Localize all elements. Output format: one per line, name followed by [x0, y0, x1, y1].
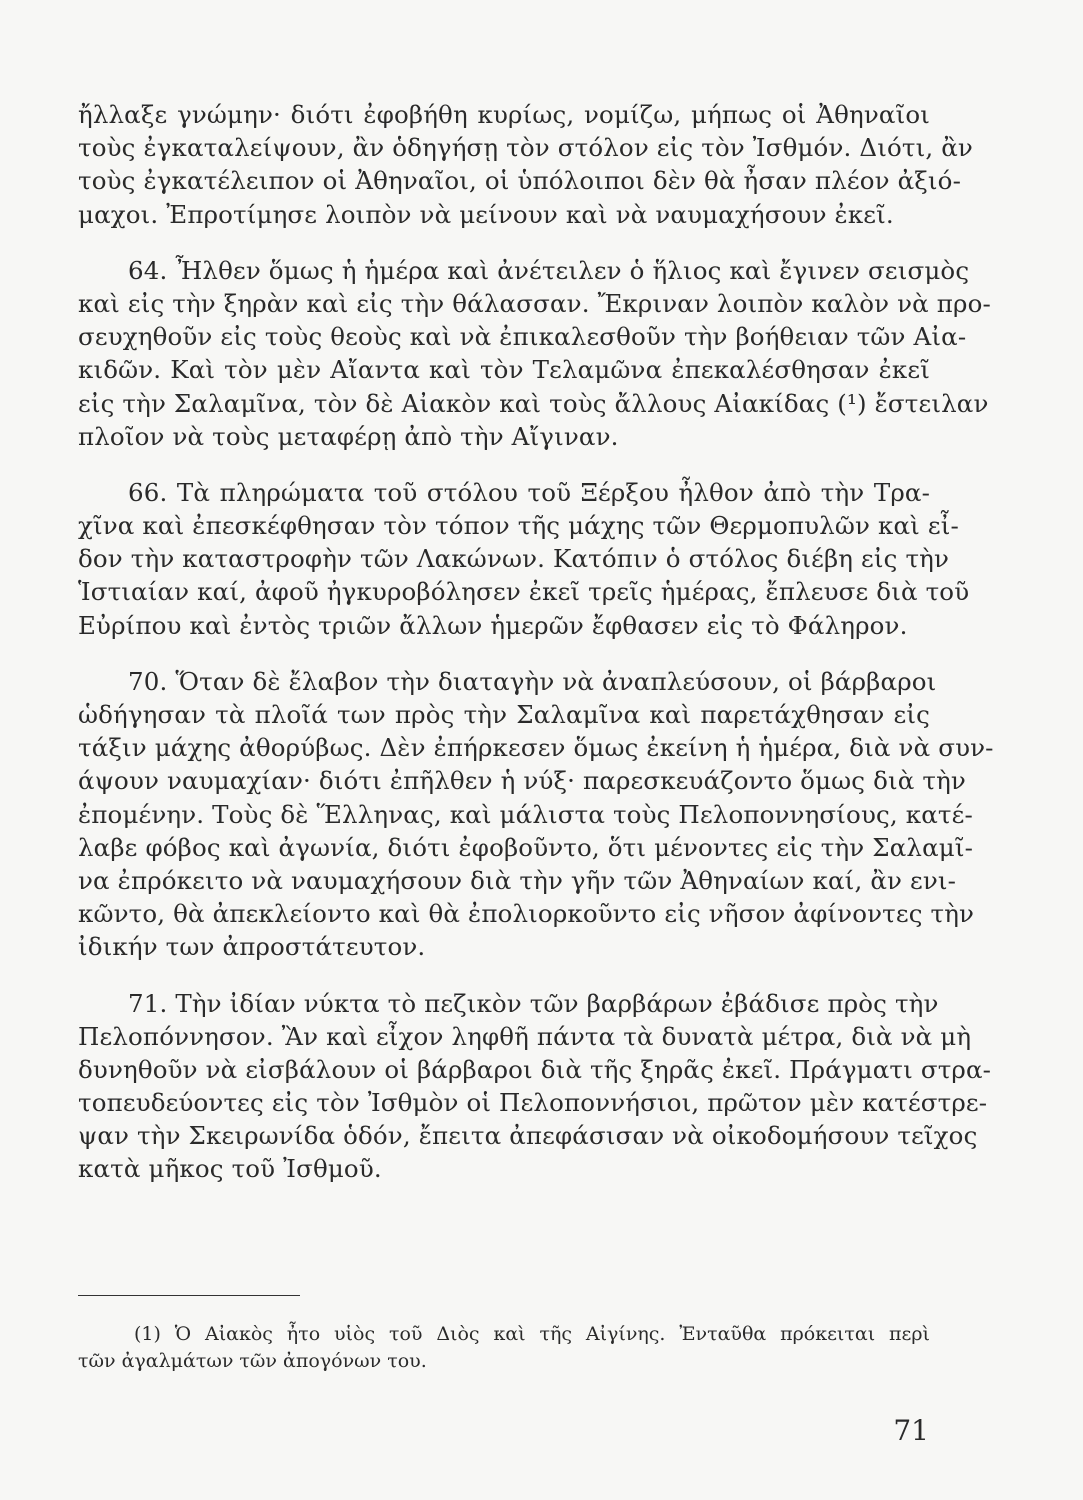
text-line: ὡδήγησαν τὰ πλοῖά των πρὸς τὴν Σαλαμῖνα καὶ παρετάχθησαν εἰς	[78, 700, 930, 729]
text-line: σευχηθοῦν εἰς τοὺς θεοὺς καὶ νὰ ἐπικαλεσθοῦν τὴν βοήθειαν τῶν Αἰα-	[78, 322, 967, 352]
text-line: ἐπομένην. Τοὺς δὲ Ἕλληνας, καὶ μάλιστα τοὺς Πελοποννησίους, κατέ-	[78, 799, 973, 829]
footnote-divider	[78, 1295, 300, 1296]
text-line: ἤλλαξε γνώμην· διότι ἐφοβήθη κυρίως, νομίζω, μήπως οἱ Ἀθηναῖοι	[78, 100, 930, 129]
footnote-line: (1) Ὁ Αἰακὸς ἦτο υἱὸς τοῦ Διὸς καὶ τῆς Αἰγίνης. Ἐνταῦθα πρόκειται περὶ	[134, 1323, 930, 1345]
text-line: χῖνα καὶ ἐπεσκέφθησαν τὸν τόπον τῆς μάχης τῶν Θερμοπυλῶν καὶ εἶ-	[78, 511, 959, 541]
paragraph-70	[78, 665, 994, 964]
text-line: 70. Ὅταν δὲ ἔλαβον τὴν διαταγὴν νὰ ἀναπλεύσουν, οἱ βάρβαροι	[128, 666, 937, 696]
text-line: τοὺς ἐγκαταλείψουν, ἂν ὁδηγήσῃ τὸν στόλον εἰς τὸν Ἰσθμόν. Διότι, ἂν	[78, 133, 973, 163]
text-line: τοὺς ἐγκατέλειπον οἱ Ἀθηναῖοι, οἱ ὑπόλοιποι δὲν θὰ ἦσαν πλέον ἀξιό-	[78, 166, 961, 196]
text-line: ψαν τὴν Σκειρωνίδα ὁδόν, ἔπειτα ἀπεφάσισαν νὰ οἰκοδομήσουν τεῖχος	[78, 1121, 978, 1151]
paragraph-continuation	[78, 98, 973, 231]
text-line: κιδῶν. Καὶ τὸν μὲν Αἴαντα καὶ τὸν Τελαμῶνα ἐπεκαλέσθησαν ἐκεῖ	[78, 355, 930, 385]
text-line: πλοῖον νὰ τοὺς μεταφέρῃ ἀπὸ τὴν Αἴγιναν.	[78, 421, 619, 451]
footnote	[78, 1321, 930, 1375]
paragraph-64	[78, 254, 991, 453]
text-line: τάξιν μάχης ἀθορύβως. Δὲν ἐπήρκεσεν ὅμως ἐκείνη ἡ ἡμέρα, διὰ νὰ συν-	[78, 733, 994, 763]
body-text	[78, 98, 994, 1186]
text-line: κατὰ μῆκος τοῦ Ἰσθμοῦ.	[78, 1154, 382, 1184]
text-line: δυνηθοῦν νὰ εἰσβάλουν οἱ βάρβαροι διὰ τῆς ξηρᾶς ἐκεῖ. Πράγματι στρα-	[78, 1054, 992, 1084]
text-line: 64. Ἦλθεν ὅμως ἡ ἡμέρα καὶ ἀνέτειλεν ὁ ἥλιος καὶ ἔγινεν σεισμὸς	[128, 255, 970, 285]
text-line: 71. Τὴν ἰδίαν νύκτα τὸ πεζικὸν τῶν βαρβάρων ἐβάδισε πρὸς τὴν	[128, 988, 939, 1018]
text-line: Ἱστιαίαν καί, ἀφοῦ ἠγκυροβόλησεν ἐκεῖ τρεῖς ἡμέρας, ἔπλευσε διὰ τοῦ	[78, 577, 970, 607]
text-line: δον τὴν καταστροφὴν τῶν Λακώνων. Κατόπιν ὁ στόλος διέβη εἰς τὴν	[78, 544, 950, 574]
text-line: να ἐπρόκειτο νὰ ναυμαχήσουν διὰ τὴν γῆν τῶν Ἀθηναίων καί, ἂν ενι-	[78, 865, 957, 895]
text-line: Εὐρίπου καὶ ἐντὸς τριῶν ἄλλων ἡμερῶν ἔφθασεν εἰς τὸ Φάληρον.	[78, 610, 908, 640]
text-line: 66. Τὰ πληρώματα τοῦ στόλου τοῦ Ξέρξου ἦλθον ἀπὸ τὴν Τρα-	[128, 477, 930, 507]
text-line: εἰς τὴν Σαλαμῖνα, τὸν δὲ Αἰακὸν καὶ τοὺς ἄλλους Αἰακίδας (¹) ἔστειλαν	[78, 388, 989, 418]
text-line: ἰδικήν των ἀπροστάτευτον.	[78, 932, 426, 962]
text-line: τοπευδεύοντες εἰς τὸν Ἰσθμὸν οἱ Πελοποννήσιοι, πρῶτον μὲν κατέστρε-	[78, 1088, 988, 1118]
text-line: Πελοπόννησον. Ἂν καὶ εἶχον ληφθῆ πάντα τὰ δυνατὰ μέτρα, διὰ νὰ μὴ	[78, 1021, 972, 1051]
paragraph-71	[78, 987, 992, 1186]
text-line: μαχοι. Ἐπροτίμησε λοιπὸν νὰ μείνουν καὶ νὰ ναυμαχήσουν ἐκεῖ.	[78, 199, 894, 229]
text-line: λαβε φόβος καὶ ἀγωνία, διότι ἐφοβοῦντο, ὅτι μένοντες εἰς τὴν Σαλαμῖ-	[78, 832, 974, 862]
text-line: άψουν ναυμαχίαν· διότι ἐπῆλθεν ἡ νύξ· παρεσκευάζοντο ὅμως διὰ τὴν	[78, 766, 966, 796]
page-number: 71	[893, 1414, 929, 1447]
text-line: καὶ εἰς τὴν ξηρὰν καὶ εἰς τὴν θάλασσαν. Ἔκριναν λοιπὸν καλὸν νὰ προ-	[78, 288, 991, 318]
footnote-line: τῶν ἀγαλμάτων τῶν ἀπογόνων του.	[78, 1350, 427, 1372]
paragraph-66	[78, 476, 970, 642]
text-line: κῶντο, θὰ ἀπεκλείοντο καὶ θὰ ἐπολιορκοῦντο εἰς νῆσον ἀφίνοντες τὴν	[78, 899, 975, 929]
